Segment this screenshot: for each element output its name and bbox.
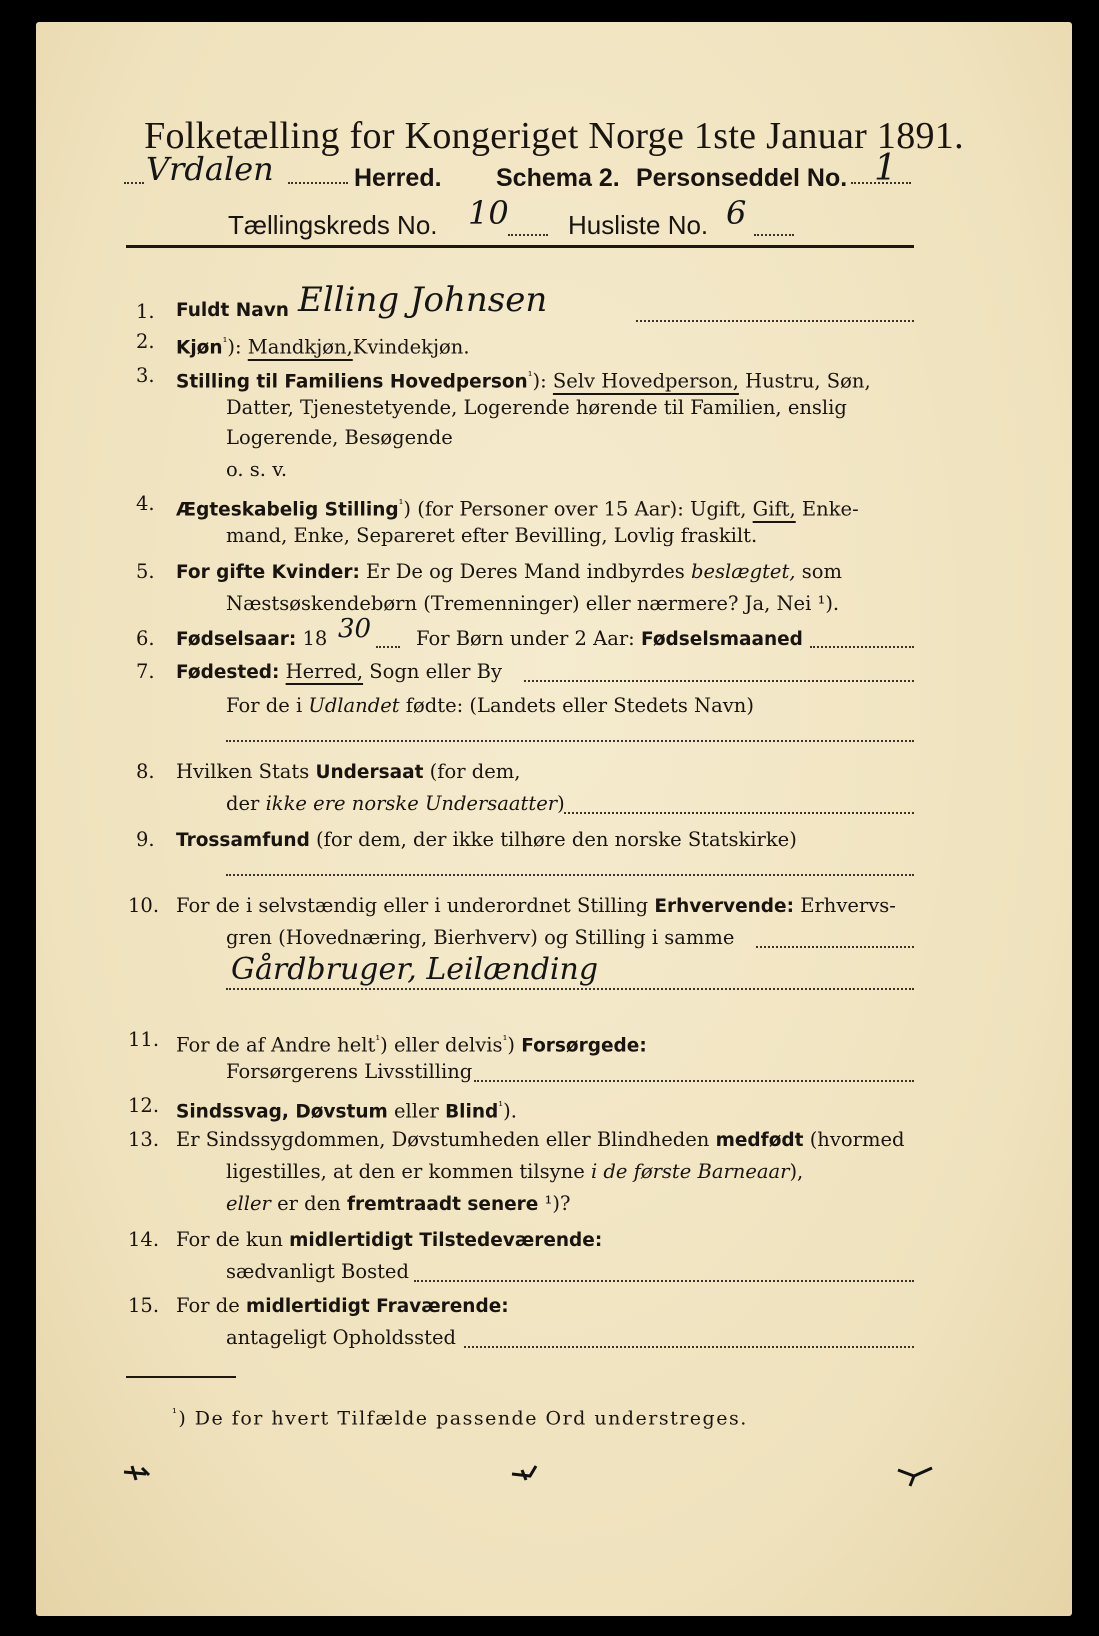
q12-end: ). [503,1099,517,1123]
q6-label2: Fødselsmaaned [640,629,803,650]
q3-line2: Datter, Tjenestetyende, Logerende hørende til Familien, enslig [226,396,847,419]
schema-label: Schema 2. [496,164,620,192]
q13-line3a: er den [277,1192,341,1215]
dotted-line [288,182,348,184]
q15-line2: antageligt Opholdssted [226,1326,457,1349]
q2-sup: ¹ [222,335,228,349]
q8-text1: Hvilken Stats [176,760,310,783]
q15-text: For de [176,1294,240,1317]
dotted-line [524,680,914,682]
dotted-line [754,234,794,236]
form-title: Folketælling for Kongeriget Norge 1ste Januar 1891. [144,115,964,157]
q3-line3: Logerende, Besøgende [226,426,453,449]
q4-label: Ægteskabelig Stilling [176,499,399,521]
q11-text1: For de af Andre helt [176,1033,376,1057]
footnote-sup: ¹ [172,1406,179,1420]
census-form: Folketælling for Kongeriget Norge 1ste Januar 1891. Vrdalen Herred. Schema 2. Personseddel No. 1 Tællingskreds No. 10 Husliste No. 6 1. Fuldt Navn Elling Johnsen 2. Kjøn$^{^1}$): Mandkjøn,Kvindekjøn. 3. Stilling til Familiens Hovedperson$^{^1}$): Selv Hovedperson, Hustru, Søn, Datter, Tjenestetyende, Logerende hørende til Familien, enslig Logerende, Besøgende o. s. v. 4. Ægteskabelig Stilling$^{^1}$) (for Personer over 15 Aar): Ugift, Gift, Enke- mand, Enke, Separeret efter Bevilling, Lovlig fraskilt. 5. For gifte Kvinder: Er De og Deres Mand indbyrdes beslægtet, som Næstsøskendebørn (Tremenninger) eller nærmere? Ja, Nei ¹). 6. Fødselsaar: 18 30 For Børn under 2 Aar: Fødselsmaaned 7. Fødested: Herred, Sogn eller By For de i Udlandet fødte: (Landets eller Stedets Navn) 8. Hvilken Stats Undersaat (for dem, der ikke ere norske Undersaatter) 9. Trossamfund (for dem, der ikke tilhøre den norske Statskirke) 10. For de i selvstændig eller i underordnet Stilling Erhvervende: Erhvervs- gren (Hovednæring, Bierhverv) og Stilling i samme Gårdbruger, Leilænding 11. For de af Andre helt$^{^1}$) eller delvis$^{^1}$) Forsørgede: Forsørgerens Livsstilling 12. Sindssvag, Døvstum eller Blind$^{^1}$). 13. Er Sindssygdommen, Døvstumheden eller Blindheden medfødt (hvormed ligestilles, at den er kommen tilsyne i de første Barneaar), eller er den fremtraadt senere ¹)? 14. For de kun midlertidigt Tilstedeværende: sædvanligt Bosted 15. For de midlertidigt Fraværende: antageligt Opholdssted $^{^1}$) De for hvert Tilfælde passende Ord understreges. [36,22,1072,1616]
q7-line2b: fødte: (Landets eller Stedets Navn) [405,694,754,717]
dotted-line [464,1346,914,1348]
dotted-line [474,1080,914,1082]
q6-prefix: 18 [302,627,328,650]
q3-options: Hustru, Søn, [745,369,871,393]
q9-number: 9. [136,828,155,851]
q5-italic: beslægtet, [691,560,796,583]
q13-line3b: fremtraadt senere [346,1194,539,1215]
q11-number: 11. [128,1028,160,1051]
q2-option-selected: Mandkjøn, [247,335,353,359]
q4-line2: mand, Enke, Separeret efter Bevilling, Lovlig fraskilt. [226,524,758,547]
q5-number: 5. [136,560,155,583]
q12-label2: Blind [445,1101,499,1123]
q13-line2i: i de første Barneaar [590,1160,790,1183]
q7-label: Fødested: [176,662,280,683]
dotted-line [124,182,144,184]
q11-sup: ¹ [375,1033,381,1047]
q8-line2b: ) [557,792,565,815]
pen-mark-center [510,1462,540,1484]
pen-mark-right [896,1462,936,1490]
q15-label: midlertidigt Fraværende: [245,1296,509,1317]
q9-label: Trossamfund [176,830,310,851]
husliste-label: Husliste No. [568,210,709,240]
q6-number: 6. [136,627,155,650]
q10-occupation-value: Gårdbruger, Leilænding [231,952,599,987]
q5-text: Er De og Deres Mand indbyrdes [366,560,685,583]
q12-sup: ¹ [498,1099,504,1113]
dotted-line [414,1280,914,1282]
q12-text: eller [394,1099,439,1123]
q4-text2: Enke- [801,497,859,521]
q4-number: 4. [136,492,155,515]
footnote-rule [126,1376,236,1378]
q10-number: 10. [128,894,160,917]
q2-label: Kjøn [176,337,223,359]
q11-line2: Forsørgerens Livsstilling [226,1060,473,1083]
q3-option-selected: Selv Hovedperson, [552,369,739,393]
dotted-line [851,182,911,184]
kreds-label: Tællingskreds No. [228,210,438,240]
q3-line4: o. s. v. [226,458,288,481]
q3-number: 3. [136,364,155,387]
q8-line2a: der [226,792,260,815]
q6-year-value: 30 [338,614,372,644]
q1-label: Fuldt Navn [176,300,289,321]
dotted-line [636,320,914,322]
dotted-line [564,812,914,814]
q14-label: midlertidigt Tilstedeværende: [289,1230,603,1251]
q15-number: 15. [128,1294,160,1317]
q11-label: Forsørgede: [521,1035,647,1057]
herred-label: Herred. [354,164,442,192]
q14-line2: sædvanligt Bosted [226,1260,409,1283]
q13-bold1: medfødt [715,1130,804,1151]
personseddel-value: 1 [874,148,897,189]
dotted-line [376,646,400,648]
q13-line2b: ), [789,1160,804,1183]
q4-text: ) (for Personer over 15 Aar): Ugift, [403,497,747,521]
q13-number: 13. [128,1128,160,1151]
herred-value: Vrdalen [146,150,274,188]
q13-text1: Er Sindssygdommen, Døvstumheden eller Blindheden [176,1128,710,1151]
pen-mark-left [122,1462,152,1484]
q7-option-selected: Herred, [285,660,364,683]
q6-label: Fødselsaar: [176,629,297,650]
q14-text: For de kun [176,1228,283,1251]
q11-sup2: ¹ [502,1033,508,1047]
q2-sep: ): [227,335,242,359]
header-rule [126,245,914,248]
husliste-value: 6 [726,194,747,232]
dotted-line [810,646,914,648]
q3-label: Stilling til Familiens Hovedperson [176,371,528,393]
q8-label: Undersaat [315,762,424,783]
dotted-line [756,946,914,948]
q7-line2i: Udlandet [308,694,400,717]
q13-line3c: ¹)? [544,1192,571,1215]
q13-line2a: ligestilles, at den er kommen tilsyne [226,1160,585,1183]
q12-label1: Sindssvag, Døvstum [176,1101,388,1123]
q1-name-value: Elling Johnsen [298,280,548,320]
q8-line2i: ikke ere norske Undersaatter [265,792,558,815]
q3-sep: ): [532,369,547,393]
q5-line2: Næstsøskendebørn (Tremenninger) eller nærmere? Ja, Nei ¹). [226,592,840,615]
q4-sup: ¹ [398,497,404,511]
q8-number: 8. [136,760,155,783]
q3-sup: ¹ [527,369,533,383]
q7-number: 7. [136,660,155,683]
q10-label: Erhvervende: [654,896,794,917]
q7-line2a: For de i [226,694,303,717]
q7-text: Sogn eller By [369,660,503,683]
q6-text: For Børn under 2 Aar: [416,627,635,650]
q10-text2: Erhvervs- [800,894,896,917]
q11-text2: ) eller delvis [380,1033,503,1057]
q10-line2: gren (Hovednæring, Bierhverv) og Stilling i samme [226,926,735,949]
q1-number: 1. [136,300,155,323]
dotted-line [508,234,548,236]
dotted-line [226,740,914,742]
kreds-value: 10 [468,194,509,232]
q4-option-selected: Gift, [752,497,796,521]
dotted-line [226,874,914,876]
q13-line3i: eller [226,1192,271,1215]
personseddel-label: Personseddel No. [636,164,848,192]
q8-text2: (for dem, [429,760,521,783]
dotted-line [226,988,914,990]
q13-text2: (hvormed [809,1128,905,1151]
q9-text: (for dem, der ikke tilhøre den norske Statskirke) [316,828,797,851]
q5-text2: som [801,560,842,583]
footnote-text: ) De for hvert Tilfælde passende Ord understreges. [178,1407,748,1430]
q14-number: 14. [128,1228,160,1251]
q5-label: For gifte Kvinder: [176,562,360,583]
q2-number: 2. [136,330,155,353]
q2-option: Kvindekjøn. [352,335,470,359]
q10-text1: For de i selvstændig eller i underordnet Stilling [176,894,649,917]
q12-number: 12. [128,1094,160,1117]
